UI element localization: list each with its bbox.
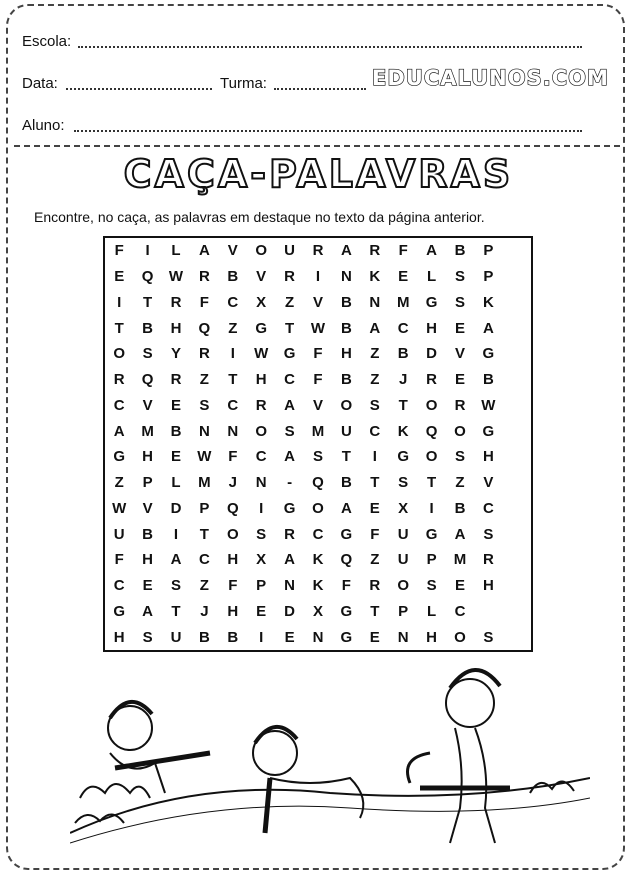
grid-cell[interactable]: H bbox=[170, 319, 182, 337]
class-label: Turma: bbox=[220, 75, 267, 92]
grid-cell[interactable]: F bbox=[228, 448, 238, 466]
student-line[interactable] bbox=[74, 130, 582, 132]
grid-cell[interactable]: S bbox=[454, 268, 465, 286]
grid-cell[interactable]: O bbox=[454, 628, 466, 646]
grid-cell[interactable]: S bbox=[312, 448, 323, 466]
grid-cell[interactable]: C bbox=[312, 525, 324, 543]
grid-cell[interactable]: B bbox=[198, 628, 210, 646]
grid-cell[interactable]: R bbox=[284, 268, 296, 286]
grid-cell[interactable] bbox=[503, 599, 531, 625]
grid-cell[interactable]: E bbox=[142, 577, 153, 595]
grid-cell[interactable]: N bbox=[369, 293, 381, 311]
grid-cell[interactable] bbox=[503, 470, 531, 496]
grid-cell[interactable]: W bbox=[197, 448, 212, 466]
grid-cell[interactable]: Q bbox=[340, 551, 353, 569]
grid-cell[interactable]: P bbox=[426, 551, 437, 569]
grid-cell[interactable]: I bbox=[259, 499, 264, 517]
grid-cell[interactable]: I bbox=[117, 293, 122, 311]
children-digging-illustration bbox=[70, 658, 590, 858]
grid-cell[interactable]: G bbox=[482, 422, 495, 440]
grid-cell[interactable]: A bbox=[142, 602, 154, 620]
grid-cell[interactable]: C bbox=[284, 371, 296, 389]
grid-cell[interactable]: A bbox=[340, 242, 352, 260]
grid-cell[interactable]: U bbox=[170, 628, 182, 646]
instructions: Encontre, no caça, as palavras em destaque no texto da página anterior. bbox=[34, 209, 485, 225]
grid-cell[interactable]: G bbox=[482, 345, 495, 363]
grid-cell[interactable]: Q bbox=[425, 422, 438, 440]
grid-cell[interactable]: I bbox=[145, 242, 150, 260]
grid-cell[interactable]: T bbox=[199, 525, 209, 543]
grid-cell[interactable]: B bbox=[340, 474, 352, 492]
word-search-grid bbox=[103, 236, 533, 652]
grid-cell[interactable]: B bbox=[454, 499, 466, 517]
grid-cell[interactable]: G bbox=[340, 602, 353, 620]
grid-cell[interactable]: E bbox=[256, 602, 267, 620]
grid-cell[interactable]: T bbox=[341, 448, 351, 466]
grid-cell[interactable]: Q bbox=[198, 319, 211, 337]
grid-cell[interactable]: S bbox=[454, 293, 465, 311]
grid-cell[interactable]: S bbox=[142, 628, 153, 646]
grid-cell[interactable] bbox=[503, 547, 531, 573]
grid-cell[interactable]: K bbox=[482, 293, 494, 311]
brand-logo: EDUCALUNOS.COM bbox=[372, 66, 609, 90]
grid-cell[interactable]: G bbox=[113, 602, 126, 620]
grid-cell[interactable]: E bbox=[170, 448, 181, 466]
header-divider bbox=[14, 145, 620, 147]
grid-cell[interactable]: R bbox=[369, 242, 381, 260]
grid-cell[interactable]: W bbox=[254, 345, 269, 363]
grid-cell[interactable]: L bbox=[171, 474, 181, 492]
grid-cell[interactable]: B bbox=[142, 525, 154, 543]
grid-cell[interactable] bbox=[503, 341, 531, 367]
grid-cell[interactable] bbox=[503, 290, 531, 316]
grid-cell[interactable]: R bbox=[369, 577, 381, 595]
grid-cell[interactable]: K bbox=[369, 268, 381, 286]
grid-cell[interactable]: O bbox=[255, 422, 268, 440]
grid-cell[interactable] bbox=[503, 315, 531, 341]
grid-cell[interactable] bbox=[503, 367, 531, 393]
grid-cell[interactable]: S bbox=[256, 525, 267, 543]
grid-cell[interactable]: R bbox=[454, 396, 466, 414]
grid-cell[interactable]: N bbox=[227, 422, 239, 440]
grid-cell[interactable]: E bbox=[114, 268, 125, 286]
grid-cell[interactable]: S bbox=[284, 422, 295, 440]
grid-cell[interactable]: U bbox=[397, 551, 409, 569]
grid-cell[interactable]: K bbox=[312, 551, 324, 569]
grid-cell[interactable]: P bbox=[199, 499, 210, 517]
school-line[interactable] bbox=[78, 46, 582, 48]
grid-cell[interactable]: C bbox=[113, 577, 125, 595]
grid-cell[interactable]: O bbox=[454, 422, 466, 440]
grid-cell[interactable]: T bbox=[228, 371, 238, 389]
grid-cell[interactable] bbox=[503, 521, 531, 547]
grid-cell[interactable]: Z bbox=[199, 577, 209, 595]
grid-cell[interactable]: L bbox=[427, 602, 437, 620]
grid-cell[interactable]: R bbox=[198, 268, 210, 286]
grid-cell[interactable]: A bbox=[198, 242, 210, 260]
grid-cell[interactable]: U bbox=[340, 422, 352, 440]
grid-cell[interactable]: M bbox=[453, 551, 467, 569]
grid-cell[interactable]: Z bbox=[370, 551, 380, 569]
grid-cell[interactable]: D bbox=[284, 602, 296, 620]
grid-cell[interactable]: F bbox=[341, 577, 351, 595]
grid-cell[interactable]: F bbox=[313, 371, 323, 389]
grid-cell[interactable]: C bbox=[482, 499, 494, 517]
grid-cell[interactable]: Q bbox=[141, 268, 154, 286]
grid-cell[interactable]: N bbox=[255, 474, 267, 492]
grid-cell[interactable]: Q bbox=[141, 371, 154, 389]
grid-cell[interactable]: I bbox=[259, 628, 264, 646]
grid-cell[interactable]: G bbox=[283, 499, 296, 517]
grid-cell[interactable]: R bbox=[482, 551, 494, 569]
grid-cell[interactable]: B bbox=[454, 242, 466, 260]
grid-cell[interactable]: V bbox=[142, 396, 153, 414]
grid-cell[interactable]: A bbox=[284, 448, 296, 466]
grid-cell[interactable]: S bbox=[142, 345, 153, 363]
grid-cell[interactable]: Z bbox=[199, 371, 209, 389]
grid-cell[interactable]: W bbox=[310, 319, 326, 337]
grid-cell[interactable]: A bbox=[369, 319, 381, 337]
grid-cell[interactable]: E bbox=[454, 319, 465, 337]
grid-cell[interactable]: T bbox=[427, 474, 437, 492]
grid-cell[interactable]: H bbox=[113, 628, 125, 646]
grid-cell[interactable]: P bbox=[142, 474, 153, 492]
grid-cell[interactable]: V bbox=[312, 396, 323, 414]
grid-cell[interactable]: A bbox=[482, 319, 494, 337]
grid-cell[interactable]: Z bbox=[370, 371, 380, 389]
grid-cell[interactable]: H bbox=[142, 448, 154, 466]
grid-cell[interactable]: U bbox=[113, 525, 125, 543]
class-line[interactable] bbox=[274, 88, 366, 90]
student-label: Aluno: bbox=[22, 117, 65, 134]
grid-cell[interactable]: L bbox=[427, 268, 437, 286]
grid-cell[interactable]: R bbox=[170, 293, 182, 311]
grid-cell[interactable]: G bbox=[340, 628, 353, 646]
grid-cell[interactable] bbox=[503, 418, 531, 444]
grid-cell[interactable]: B bbox=[170, 422, 182, 440]
grid-cell[interactable]: D bbox=[170, 499, 182, 517]
grid-cell[interactable]: B bbox=[227, 268, 239, 286]
grid-cell[interactable]: N bbox=[198, 422, 210, 440]
grid-cell[interactable] bbox=[503, 238, 531, 264]
grid-cell[interactable]: A bbox=[284, 551, 296, 569]
grid-cell[interactable]: J bbox=[228, 474, 237, 492]
grid-cell[interactable]: S bbox=[426, 577, 437, 595]
grid-cell[interactable]: Y bbox=[170, 345, 181, 363]
grid-cell[interactable]: T bbox=[171, 602, 181, 620]
grid-cell[interactable]: C bbox=[113, 396, 125, 414]
grid-cell[interactable]: M bbox=[311, 422, 325, 440]
grid-cell[interactable]: A bbox=[113, 422, 125, 440]
grid-cell[interactable]: P bbox=[483, 242, 494, 260]
grid-cell[interactable] bbox=[474, 599, 502, 625]
grid-cell[interactable]: F bbox=[199, 293, 209, 311]
grid-cell[interactable]: B bbox=[227, 628, 239, 646]
grid-cell[interactable] bbox=[503, 444, 531, 470]
grid-cell[interactable]: C bbox=[397, 319, 409, 337]
grid-cell[interactable]: J bbox=[200, 602, 209, 620]
grid-cell[interactable]: V bbox=[256, 268, 267, 286]
grid-cell[interactable]: O bbox=[113, 345, 126, 363]
grid-cell[interactable]: F bbox=[228, 577, 238, 595]
grid-cell[interactable]: Z bbox=[114, 474, 124, 492]
grid-cell[interactable]: Z bbox=[228, 319, 238, 337]
grid-cell[interactable]: A bbox=[170, 551, 182, 569]
grid-cell[interactable]: O bbox=[397, 577, 410, 595]
grid-cell[interactable]: G bbox=[425, 293, 438, 311]
grid-cell[interactable] bbox=[503, 573, 531, 599]
grid-cell[interactable]: E bbox=[369, 628, 380, 646]
grid-cell[interactable]: H bbox=[340, 345, 352, 363]
grid-cell[interactable]: M bbox=[141, 422, 154, 440]
grid-cell[interactable]: G bbox=[340, 525, 353, 543]
grid-cell[interactable]: T bbox=[370, 602, 380, 620]
grid-cell[interactable]: H bbox=[142, 551, 154, 569]
grid-cell[interactable]: E bbox=[454, 577, 465, 595]
grid-cell[interactable]: S bbox=[369, 396, 380, 414]
grid-cell[interactable]: P bbox=[256, 577, 267, 595]
grid-cell[interactable]: X bbox=[312, 602, 323, 620]
grid-cell[interactable]: P bbox=[483, 268, 494, 286]
grid-cell[interactable]: B bbox=[340, 293, 352, 311]
grid-cell[interactable]: G bbox=[397, 448, 410, 466]
grid-cell[interactable] bbox=[503, 393, 531, 419]
grid-cell[interactable]: P bbox=[398, 602, 409, 620]
grid-cell[interactable]: M bbox=[198, 474, 211, 492]
grid-cell[interactable]: U bbox=[397, 525, 409, 543]
grid-cell[interactable] bbox=[503, 624, 531, 650]
grid-cell[interactable]: I bbox=[173, 525, 179, 543]
grid-cell[interactable]: T bbox=[398, 396, 408, 414]
grid-cell[interactable]: Z bbox=[285, 293, 295, 311]
grid-cell[interactable]: C bbox=[227, 293, 239, 311]
grid-cell[interactable]: R bbox=[284, 525, 296, 543]
grid-cell[interactable]: T bbox=[370, 474, 380, 492]
grid-cell[interactable]: S bbox=[483, 628, 494, 646]
grid-cell[interactable]: A bbox=[426, 242, 438, 260]
grid-cell[interactable]: C bbox=[227, 396, 239, 414]
grid-cell[interactable]: X bbox=[256, 293, 267, 311]
grid-cell[interactable]: Q bbox=[312, 474, 324, 492]
grid-cell[interactable]: M bbox=[396, 293, 410, 311]
grid-cell[interactable]: G bbox=[113, 448, 126, 466]
grid-cell[interactable]: R bbox=[198, 345, 210, 363]
grid-cell[interactable]: E bbox=[398, 268, 409, 286]
grid-cell[interactable]: C bbox=[454, 602, 466, 620]
grid-cell[interactable]: Z bbox=[370, 345, 380, 363]
grid-cell[interactable]: D bbox=[426, 345, 438, 363]
grid-cell[interactable]: G bbox=[425, 525, 438, 543]
grid-cell[interactable]: H bbox=[227, 602, 239, 620]
grid-cell[interactable]: R bbox=[426, 371, 438, 389]
grid-cell[interactable]: I bbox=[429, 499, 434, 517]
grid-cell[interactable]: R bbox=[312, 242, 324, 260]
grid-cell[interactable]: V bbox=[227, 242, 238, 260]
grid-cell[interactable]: B bbox=[482, 371, 494, 389]
grid-cell[interactable]: W bbox=[112, 499, 127, 517]
grid-cell[interactable]: F bbox=[370, 525, 380, 543]
grid-cell[interactable]: W bbox=[168, 268, 184, 286]
grid-cell[interactable]: H bbox=[255, 371, 267, 389]
grid-cell[interactable]: L bbox=[171, 242, 181, 260]
grid-cell[interactable]: H bbox=[426, 628, 438, 646]
grid-cell[interactable]: N bbox=[397, 628, 409, 646]
grid-cell[interactable]: J bbox=[399, 371, 408, 389]
grid-cell[interactable]: R bbox=[170, 371, 182, 389]
grid-cell[interactable]: R bbox=[113, 371, 125, 389]
grid-cell[interactable]: B bbox=[142, 319, 154, 337]
grid-cell[interactable]: O bbox=[255, 242, 268, 260]
grid-cell[interactable]: C bbox=[369, 422, 381, 440]
grid-cell[interactable]: I bbox=[315, 268, 321, 286]
grid-cell[interactable]: H bbox=[227, 551, 239, 569]
grid-cell[interactable]: U bbox=[284, 242, 296, 260]
grid-cell[interactable]: F bbox=[114, 242, 124, 260]
grid-cell[interactable]: Z bbox=[455, 474, 465, 492]
grid-cell[interactable]: O bbox=[340, 396, 353, 414]
grid-cell[interactable]: X bbox=[398, 499, 409, 517]
page-title: CAÇA-PALAVRAS bbox=[123, 152, 514, 196]
grid-cell[interactable]: F bbox=[398, 242, 408, 260]
grid-cell[interactable]: S bbox=[454, 448, 465, 466]
grid-cell[interactable]: V bbox=[483, 474, 494, 492]
grid-cell[interactable]: C bbox=[198, 551, 210, 569]
grid-cell[interactable]: H bbox=[482, 448, 494, 466]
grid-cell[interactable]: K bbox=[312, 577, 324, 595]
grid-cell[interactable]: V bbox=[454, 345, 465, 363]
grid-cell[interactable]: O bbox=[226, 525, 239, 543]
grid-cell[interactable]: T bbox=[285, 319, 295, 337]
grid-cell[interactable]: - bbox=[287, 474, 293, 492]
grid-cell[interactable]: C bbox=[255, 448, 267, 466]
grid-cell[interactable]: S bbox=[170, 577, 181, 595]
grid-cell[interactable]: H bbox=[426, 319, 438, 337]
grid-cell[interactable]: Q bbox=[226, 499, 239, 517]
grid-cell[interactable]: G bbox=[283, 345, 296, 363]
grid-cell[interactable]: I bbox=[230, 345, 235, 363]
grid-cell[interactable]: F bbox=[114, 551, 124, 569]
grid-cell[interactable]: E bbox=[369, 499, 380, 517]
grid-cell[interactable]: N bbox=[312, 628, 324, 646]
grid-cell[interactable]: V bbox=[312, 293, 323, 311]
grid-cell[interactable]: W bbox=[481, 396, 496, 414]
grid-cell[interactable]: T bbox=[114, 319, 124, 337]
grid-cell[interactable]: X bbox=[256, 551, 267, 569]
grid-cell[interactable]: S bbox=[398, 474, 409, 492]
grid-cell[interactable]: A bbox=[340, 499, 352, 517]
grid-cell[interactable]: A bbox=[454, 525, 466, 543]
school-label: Escola: bbox=[22, 33, 72, 50]
grid-cell[interactable]: F bbox=[313, 345, 323, 363]
grid-cell[interactable]: B bbox=[340, 319, 352, 337]
grid-cell[interactable]: G bbox=[255, 319, 268, 337]
grid-cell[interactable]: S bbox=[483, 525, 494, 543]
grid-cell[interactable]: R bbox=[255, 396, 267, 414]
grid-cell[interactable] bbox=[503, 496, 531, 522]
grid-cell[interactable]: I bbox=[372, 448, 377, 466]
grid-cell[interactable]: O bbox=[425, 396, 438, 414]
grid-cell[interactable]: O bbox=[312, 499, 324, 517]
grid-cell[interactable]: N bbox=[340, 268, 352, 286]
grid-cell[interactable] bbox=[503, 264, 531, 290]
date-line[interactable] bbox=[66, 88, 212, 90]
date-label: Data: bbox=[22, 75, 58, 92]
grid-cell[interactable]: H bbox=[482, 577, 494, 595]
grid-cell[interactable]: E bbox=[454, 371, 465, 389]
grid-cell[interactable]: O bbox=[425, 448, 438, 466]
grid-cell[interactable]: S bbox=[199, 396, 210, 414]
grid-cell[interactable]: B bbox=[397, 345, 409, 363]
grid-cell[interactable]: E bbox=[284, 628, 295, 646]
grid-cell[interactable]: A bbox=[284, 396, 296, 414]
grid-cell[interactable]: T bbox=[143, 293, 153, 311]
grid-cell[interactable]: K bbox=[397, 422, 409, 440]
grid-cell[interactable]: V bbox=[142, 499, 153, 517]
grid-cell[interactable]: B bbox=[340, 371, 352, 389]
grid-cell[interactable]: N bbox=[284, 577, 296, 595]
grid-cell[interactable]: E bbox=[170, 396, 181, 414]
